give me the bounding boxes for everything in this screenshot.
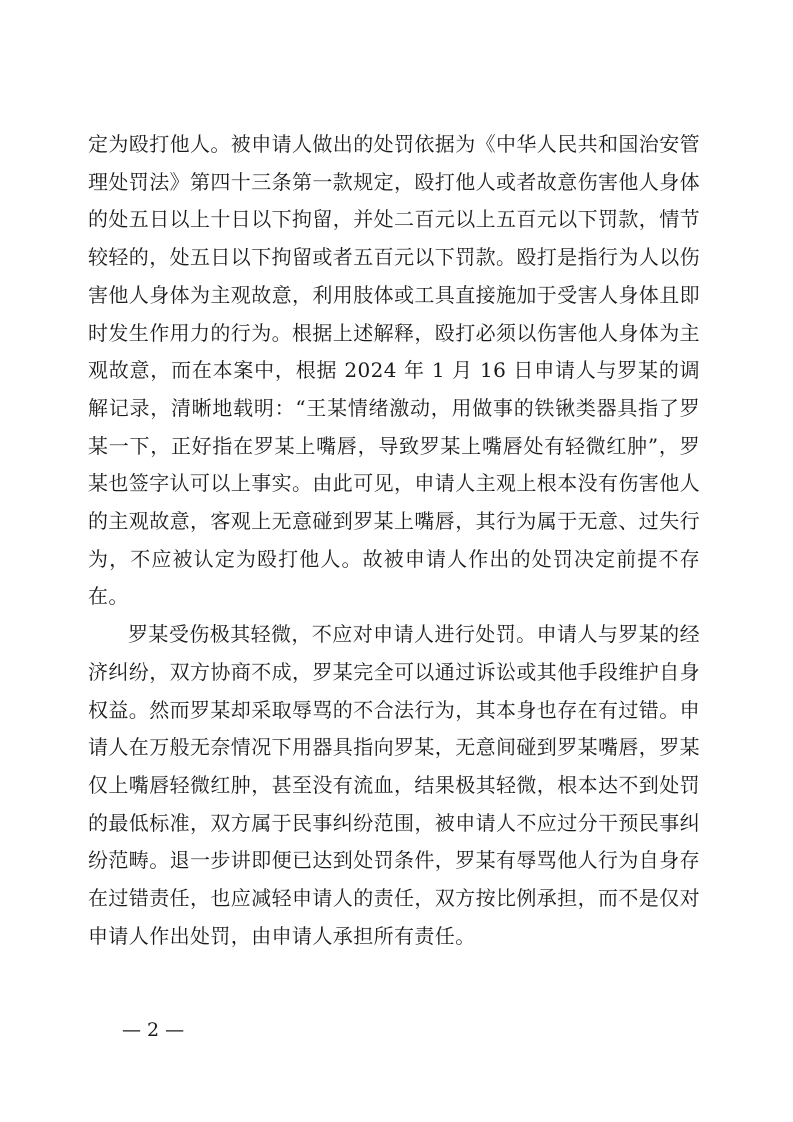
paragraph-injury-minor: 罗某受伤极其轻微，不应对申请人进行处罚。申请人与罗某的经济纠纷，双方协商不成，罗某完全可以通过诉讼或其他手段维护自身权益。然而罗某却采取辱骂的不合法行为，其本身也存在有过错。申请人在万般无奈情况下用器具指向罗某，无意间碰到罗某嘴唇，罗某仅上嘴唇轻微红肿，甚至没有流血，结果极其轻微，根本达不到处罚的最低标准，双方属于民事纠纷范围，被申请人不应过分干预民事纠纷范畴。退一步讲即便已达到处罚条件，罗某有辱骂他人行为自身存在过错责任，也应减轻申请人的责任，双方按比例承担，而不是仅对申请人作出处罚，由申请人承担所有责任。 bbox=[88, 622, 700, 948]
body-text bbox=[88, 126, 700, 955]
paragraph-continuation: 定为殴打他人。被申请人做出的处罚依据为《中华人民共和国治安管理处罚法》第四十三条第一款规定，殴打他人或者故意伤害他人身体的处五日以上十日以下拘留，并处二百元以上五百元以下罚款，情节较轻的，处五日以下拘留或者五百元以下罚款。殴打是指行为人以伤害他人身体为主观故意，利用肢体或工具直接施加于受害人身体且即时发生作用力的行为。根据上述解释，殴打必须以伤害他人身体为主观故意，而在本案中，根据 2024 年 1 月 16 日申请人与罗某的调解记录，清晰地载明：“王某情绪激动，用做事的铁锹类器具指了罗某一下，正好指在罗某上嘴唇，导致罗某上嘴唇处有轻微红肿”，罗某也签字认可以上事实。由此可见，申请人主观上根本没有伤害他人的主观故意，客观上无意碰到罗某上嘴唇，其行为属于无意、过失行为，不应被认定为殴打他人。故被申请人作出的处罚决定前提不存在。 bbox=[88, 132, 700, 609]
page-number: — 2 — bbox=[122, 1019, 185, 1041]
